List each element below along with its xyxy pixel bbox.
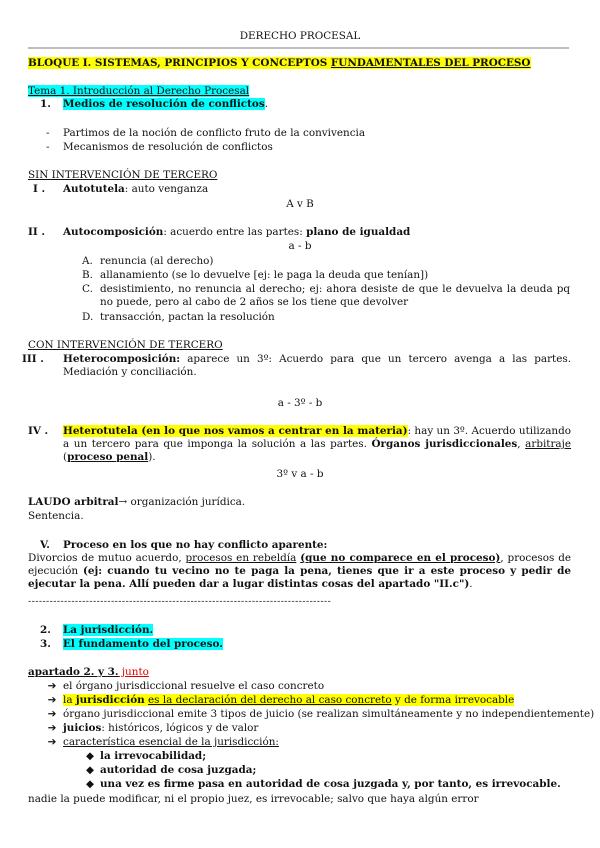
laudo-bold: LAUDO arbitral <box>28 496 119 508</box>
title-rule <box>28 47 569 49</box>
item3-num: 3. <box>40 638 51 650</box>
dash-item-1: Partimos de la noción de conflicto fruto de la convivencia <box>63 127 366 139</box>
arrow-bullet-icon: ➔ <box>47 722 57 734</box>
diamond-bullet-icon: ◆ <box>86 778 94 790</box>
item2 <box>63 624 153 637</box>
bloque-heading <box>28 57 531 70</box>
ii-num: II . <box>28 226 45 238</box>
b2-underline: es la declaración del derecho al caso concreto <box>148 694 392 706</box>
bullet-4 <box>63 722 258 735</box>
iv-line <box>63 425 571 464</box>
iv-p2: , <box>517 438 526 450</box>
ii-formula: a - b <box>288 240 312 252</box>
iii-num: III . <box>22 353 44 365</box>
iii-bold: Heterocomposición: <box>63 353 181 365</box>
div-comparece: (que no comparece en el proceso) <box>300 552 501 564</box>
sub-1: la irrevocabilidad; <box>100 750 207 762</box>
ii-mark-a: A. <box>82 255 93 267</box>
ii-item-c: desistimiento, no renuncia al derecho; ej: ahora desiste de que le devuelva la deuda pq no puede, pero al cabo de 2 años se los tiene que devolver <box>100 283 570 308</box>
tema-label: Tema 1. Introducción al Derecho Procesal <box>28 85 250 97</box>
v-num: V. <box>40 539 50 551</box>
v-heading: Proceso en los que no hay conflicto aparente: <box>63 539 328 551</box>
div-rebeldia: procesos en rebeldía <box>185 552 297 564</box>
apartado-heading <box>28 666 149 679</box>
final-line: nadie la puede modificar, ni el propio juez, es irrevocable; salvo que haya algún error <box>28 793 479 805</box>
iii-line <box>63 353 571 379</box>
b4-bold: juicios <box>63 722 102 734</box>
item1-label: Medios de resolución de conflictos <box>63 98 265 110</box>
apartado-label: apartado 2. y 3. <box>28 666 119 678</box>
i-formula: A v B <box>286 198 314 210</box>
ii-bold: Autocomposición <box>63 226 164 238</box>
con-tercero-heading: CON INTERVENCIÓN DE TERCERO <box>28 339 223 351</box>
iv-p4: ). <box>148 451 156 463</box>
item1 <box>63 98 268 111</box>
bloque-part-b: FUNDAMENTALES DEL PROCESO <box>330 57 531 69</box>
sin-tercero-heading: SIN INTERVENCIÓN DE TERCERO <box>28 169 218 181</box>
arrow-bullet-icon: ➔ <box>47 736 57 748</box>
item2-label: La jurisdicción. <box>63 624 154 636</box>
divorcios-paragraph <box>28 552 571 591</box>
sub-2: autoridad de cosa juzgada; <box>100 764 257 776</box>
arrow-bullet-icon: ➔ <box>47 680 57 692</box>
sub-3: una vez es firme pasa en autoridad de cosa juzgada y, por tanto, es irrevocable. <box>100 778 561 790</box>
ii-line <box>63 226 410 239</box>
iv-proceso-penal: proceso penal <box>67 451 149 463</box>
item1-num: 1. <box>40 98 51 110</box>
page-title: DERECHO PROCESAL <box>239 30 361 42</box>
iv-arbitraje: arbitraje <box>525 438 572 450</box>
bullet-1: el órgano jurisdiccional resuelve el caso concreto <box>63 680 325 692</box>
b2-bold: jurisdicción <box>75 694 145 706</box>
sentencia: Sentencia. <box>28 510 84 522</box>
item2-num: 2. <box>40 624 51 636</box>
i-line <box>63 183 208 196</box>
iv-p3: ( <box>63 451 68 463</box>
iv-formula: 3º v a - b <box>276 468 324 480</box>
iv-num: IV . <box>28 425 49 437</box>
apartado-junto: junto <box>118 666 149 678</box>
ii-mark-b: B. <box>82 269 93 281</box>
ii-mark-d: D. <box>82 311 94 323</box>
i-num: I . <box>33 183 46 195</box>
laudo-line <box>28 496 245 509</box>
arrow-bullet-icon: ➔ <box>47 694 57 706</box>
div-p3: , procesos de ejecución <box>28 552 571 577</box>
item1-dot: . <box>264 98 268 110</box>
iv-p1: : hay un 3º. Acuerdo utilizando a un tercero para que imponga la solución a las partes. <box>63 425 571 450</box>
tema-heading <box>28 85 249 98</box>
ii-mark-c: C. <box>82 283 93 295</box>
dash-mark: - <box>46 141 50 153</box>
dash-mark: - <box>46 127 50 139</box>
dash-separator: ------------------------------------------------------------------------------------ <box>28 596 332 607</box>
iv-bold: Órganos jurisdiccionales <box>371 438 518 450</box>
ii-rest: : acuerdo entre las partes: <box>163 226 307 238</box>
diamond-bullet-icon: ◆ <box>86 750 94 762</box>
ii-item-d: transacción, pactan la resolución <box>100 311 275 323</box>
bullet-5: característica esencial de la jurisdicción: <box>63 736 279 748</box>
iii-formula: a - 3º - b <box>277 397 323 409</box>
i-rest: : auto venganza <box>124 183 209 195</box>
dash-item-2: Mecanismos de resolución de conflictos <box>63 141 273 153</box>
arrow-bullet-icon: ➔ <box>47 708 57 720</box>
div-p4: . <box>469 578 473 590</box>
ii-bold2: plano de igualdad <box>306 226 411 238</box>
iii-rest: aparece un 3º: Acuerdo para que un tercero avenga a las partes. Mediación y conciliación. <box>63 353 571 378</box>
bloque-part-a: BLOQUE I. SISTEMAS, PRINCIPIOS Y CONCEPTOS <box>28 57 331 69</box>
item3-label: El fundamento del proceso. <box>63 638 223 650</box>
ii-item-a: renuncia (al derecho) <box>100 255 214 267</box>
bullet-3: órgano jurisdiccional emite 3 tipos de juicio (se realizan simultáneamente y no independientemente) <box>63 708 595 720</box>
b4-rest: : históricos, lógicos y de valor <box>101 722 259 734</box>
laudo-rest: → organización jurídica. <box>118 496 246 508</box>
iv-highlight: Heterotutela (en lo que nos vamos a centrar en la materia) <box>63 425 408 437</box>
ii-item-b: allanamiento (se lo devuelve [ej: le paga la deuda que tenían]) <box>100 269 429 281</box>
div-p1: Divorcios de mutuo acuerdo, <box>28 552 186 564</box>
div-bold: (ej: cuando tu vecino no te paga la pena, tienes que ir a este proceso y pedir de ejecutar la pena. Allí pueden dar a lugar distintas cosas del apartado "II.c") <box>28 565 571 590</box>
item3 <box>63 638 223 651</box>
i-bold: Autotutela <box>63 183 125 195</box>
b2-p1: la <box>63 694 76 706</box>
bullet-2 <box>63 694 514 707</box>
diamond-bullet-icon: ◆ <box>86 764 94 776</box>
b2-p3: y de forma irrevocable <box>391 694 515 706</box>
